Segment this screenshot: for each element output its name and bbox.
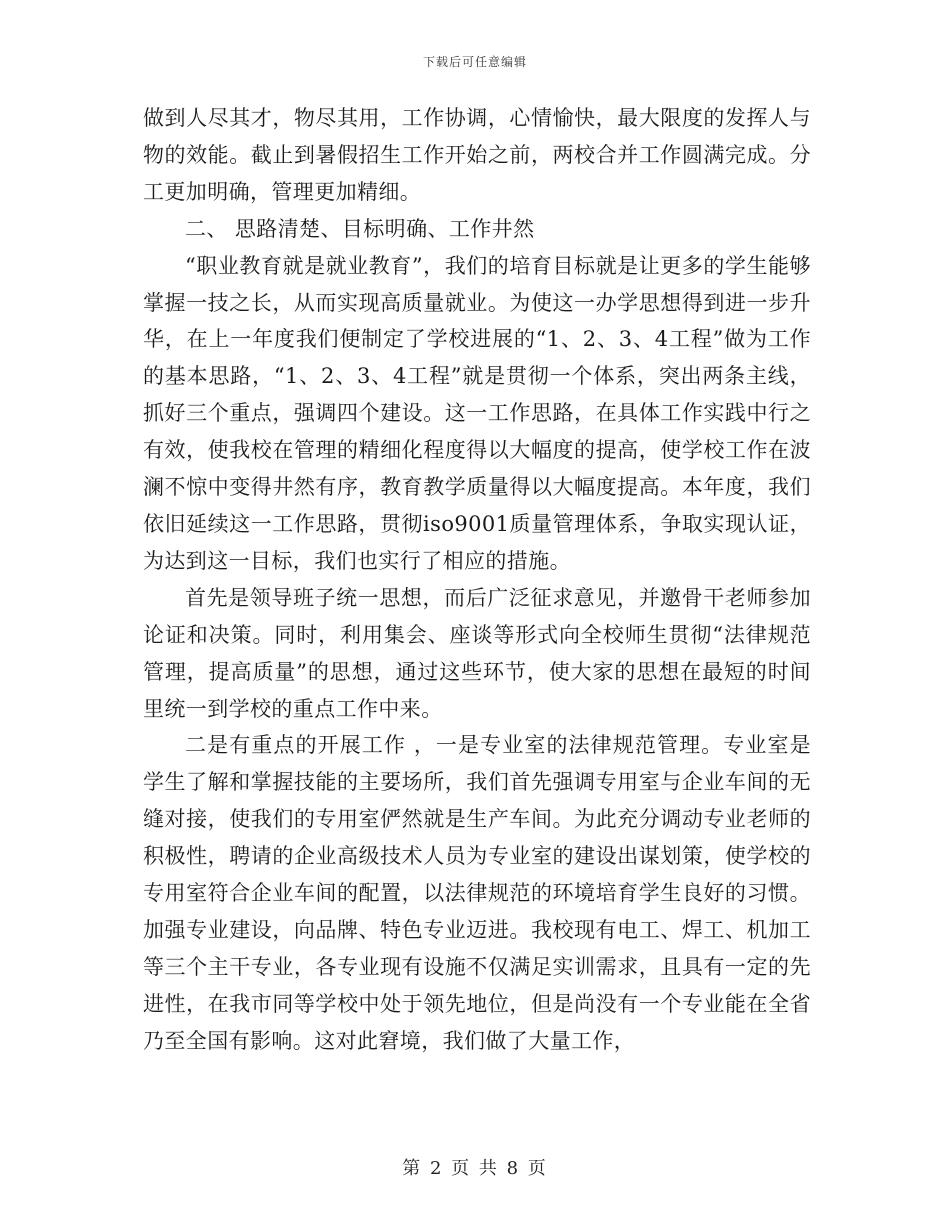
paragraph-continuation: 做到人尽其才，物尽其用，工作协调，心情愉快，最大限度的发挥人与物的效能。截止到暑假招生工作开始之前，两校合并工作圆满完成。分工更加明确，管理更加精细。 — [143, 106, 811, 204]
document-body — [143, 100, 811, 1060]
paragraph: 二是有重点的开展工作 ，一是专业室的法律规范管理。专业室是学生了解和掌握技能的主要场所，我们首先强调专用室与企业车间的无缝对接，使我们的专用室俨然就是生产车间。为此充分调动专业老师的积极性，聘请的企业高级技术人员为专业室的建设出谋划策，使学校的专用室符合企业车间的配置，以法律规范的环境培育学生良好的习惯。加强专业建设，向品牌、特色专业迈进。我校现有电工、焊工、机加工等三个主干专业，各专业现有设施不仅满足实训需求，且具有一定的先进性，在我市同等学校中处于领先地位，但是尚没有一个专业能在全省乃至全国有影响。这对此窘境，我们做了大量工作， — [143, 733, 811, 1053]
paragraph: “职业教育就是就业教育”，我们的培育目标就是让更多的学生能够掌握一技之长，从而实现高质量就业。为使这一办学思想得到进一步升华，在上一年度我们便制定了学校进展的“1、2、3、4工程”做为工作的基本思路，“1、2、3、4工程”就是贯彻一个体系，突出两条主线，抓好三个重点，强调四个建设。这一工作思路，在具体工作实践中行之有效，使我校在管理的精细化程度得以大幅度的提高，使学校工作在波澜不惊中变得井然有序，教育教学质量得以大幅度提高。本年度，我们依旧延续这一工作思路，贯彻iso9001质量管理体系，争取实现认证，为达到这一目标，我们也实行了相应的措施。 — [143, 253, 811, 573]
paragraph: 首先是领导班子统一思想，而后广泛征求意见，并邀骨干老师参加论证和决策。同时，利用集会、座谈等形式向全校师生贯彻“法律规范管理，提高质量”的思想，通过这些环节，使大家的思想在最短的时间里统一到学校的重点工作中来。 — [143, 585, 811, 721]
page-footer: 第 2 页 共 8 页 — [402, 1158, 548, 1179]
page-header: 下载后可任意编辑 — [422, 55, 527, 69]
section-heading: 二、 思路清楚、目标明确、工作井然 — [185, 216, 535, 241]
